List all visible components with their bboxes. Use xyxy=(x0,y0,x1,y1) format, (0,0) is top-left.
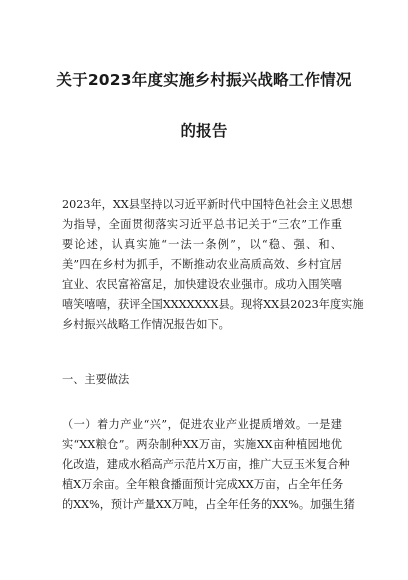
sub-line-2: 实“XX粮仓”。两杂制种XX万亩，实施XX亩种植园地优 xyxy=(62,438,342,451)
sub-line-1: （一）着力产业“兴”，促进农业产业提质增效。一是建 xyxy=(62,418,342,431)
sub-line-5: 的XX%，预计产量XX万吨，占全年任务的XX%。加强生猪 xyxy=(62,498,355,511)
intro-line-1: 2023年，XX县坚持以习近平新时代中国特色社会主义思想 xyxy=(62,198,353,211)
section-heading: 一、主要做法 xyxy=(62,373,130,386)
document-title-line-1: 关于2023年度实施乡村振兴战略工作情况 xyxy=(56,71,352,89)
intro-line-6: 嘻笑嘻嘻，获评全国XXXXXXX县。现将XX县2023年度实施 xyxy=(62,298,364,311)
document-title-line-2: 的报告 xyxy=(180,122,228,140)
sub-line-3: 化改造，建成水稻高产示范片X万亩，推广大豆玉米复合种 xyxy=(62,458,350,471)
intro-line-7: 乡村振兴战略工作情况报告如下。 xyxy=(62,318,230,331)
intro-line-4: 美”四在乡村为抓手，不断推动农业高质高效、乡村宜居 xyxy=(62,258,342,271)
intro-line-2: 为指导，全面贯彻落实习近平总书记关于“三农”工作重 xyxy=(62,218,342,231)
intro-line-3: 要论述，认真实施“一法一条例”，以“稳、强、和、 xyxy=(62,238,342,251)
intro-line-5: 宜业、农民富裕富足，加快建设农业强市。成功入围笑嘻 xyxy=(62,278,342,291)
sub-line-4: 植X万余亩。全年粮食播面预计完成XX万亩，占全年任务 xyxy=(62,478,344,491)
